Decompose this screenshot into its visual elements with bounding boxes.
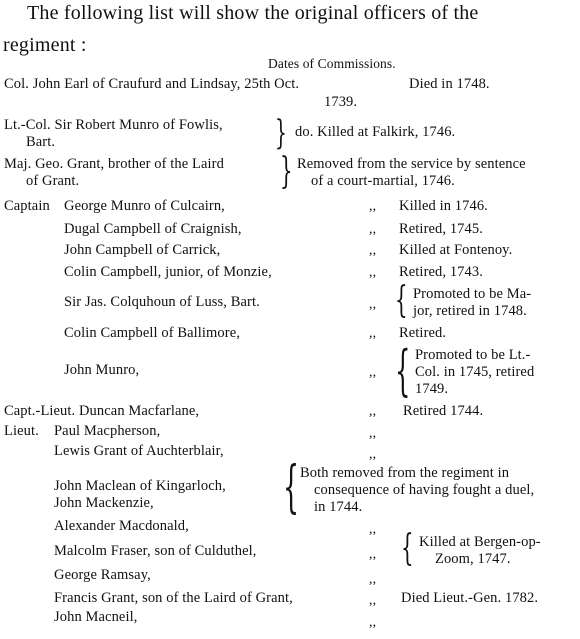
captain-6-name: Colin Campbell of Ballimore, xyxy=(64,325,240,341)
ditto-mark: ,, xyxy=(369,615,377,630)
ditto-mark: ,, xyxy=(369,326,377,341)
captain-5-status-line-1: Promoted to be Ma- xyxy=(413,286,532,302)
captain-3-name: John Campbell of Carrick, xyxy=(64,242,221,258)
colonel-status: Died in 1748. xyxy=(409,76,490,92)
lieut-8-status: Died Lieut.-Gen. 1782. xyxy=(401,590,539,606)
lieut-8-name: Francis Grant, son of the Laird of Grant, xyxy=(54,590,293,606)
captain-3-status: Killed at Fontenoy. xyxy=(399,242,513,258)
colonel-year: 1739. xyxy=(324,94,358,110)
captain-4-name: Colin Campbell, junior, of Monzie, xyxy=(64,264,272,280)
intro-line-2: regiment : xyxy=(3,34,87,56)
brace-lt-colonel: } xyxy=(275,113,287,153)
ditto-mark: ,, xyxy=(369,243,377,258)
ditto-mark: ,, xyxy=(369,426,377,441)
ditto-mark: ,, xyxy=(369,297,377,312)
captain-1-name: George Munro of Culcairn, xyxy=(64,198,225,214)
captain-7-status-line-1: Promoted to be Lt.- xyxy=(415,347,531,363)
lt-colonel-status: do. Killed at Falkirk, 1746. xyxy=(295,124,456,140)
lieut-1-name: Paul Macpherson, xyxy=(54,423,161,439)
lieut-7-name: George Ramsay, xyxy=(54,567,151,583)
lt-colonel-name-line-1: Lt.-Col. Sir Robert Munro of Fowlis, xyxy=(4,117,223,133)
capt-lieut-status: Retired 1744. xyxy=(403,403,484,419)
captain-7-status-line-2: Col. in 1745, retired xyxy=(415,364,535,380)
captain-4-status: Retired, 1743. xyxy=(399,264,483,280)
ditto-mark: ,, xyxy=(369,365,377,380)
major-name-line-2: of Grant. xyxy=(26,173,80,189)
duel-status-line-2: consequence of having fought a duel, xyxy=(314,482,535,498)
brace-duel: { xyxy=(283,455,300,520)
brace-major: } xyxy=(280,151,293,192)
intro-line-1: The following list will show the original officers of the xyxy=(27,2,479,24)
ditto-mark: ,, xyxy=(369,404,377,419)
captain-7-status-line-3: 1749. xyxy=(415,381,449,397)
brace-captain-5: { xyxy=(395,280,408,321)
brace-captain-7: { xyxy=(395,339,411,402)
colonel-name: Col. John Earl of Craufurd and Lindsay, 25th Oct. xyxy=(4,76,300,92)
ditto-mark: ,, xyxy=(369,572,377,587)
duel-status-line-1: Both removed from the regiment in xyxy=(300,465,510,481)
captain-2-name: Dugal Campbell of Craignish, xyxy=(64,221,242,237)
duel-status-line-3: in 1744. xyxy=(314,499,363,515)
captain-1-status: Killed in 1746. xyxy=(399,198,488,214)
major-status-line-2: of a court-martial, 1746. xyxy=(311,173,455,189)
lieut-6-status-line-1: Killed at Bergen-op- xyxy=(419,534,541,550)
captain-7-name: John Munro, xyxy=(64,362,140,378)
lieut-rank-label: Lieut. xyxy=(4,423,39,439)
lieut-4-name: John Mackenzie, xyxy=(54,495,154,511)
lieut-3-name: John Maclean of Kingarloch, xyxy=(54,478,226,494)
lieut-6-name: Malcolm Fraser, son of Culduthel, xyxy=(54,543,257,559)
lieut-5-name: Alexander Macdonald, xyxy=(54,518,189,534)
captain-5-name: Sir Jas. Colquhoun of Luss, Bart. xyxy=(64,294,260,310)
captain-rank-label: Captain xyxy=(4,198,50,214)
lt-colonel-name-line-2: Bart. xyxy=(26,134,56,150)
ditto-mark: ,, xyxy=(369,522,377,537)
ditto-mark: ,, xyxy=(369,447,377,462)
lieut-2-name: Lewis Grant of Auchterblair, xyxy=(54,443,224,459)
lieut-6-status-line-2: Zoom, 1747. xyxy=(435,551,511,567)
ditto-mark: ,, xyxy=(369,547,377,562)
dates-of-commissions-header: Dates of Commissions. xyxy=(268,56,396,71)
lieut-9-name: John Macneil, xyxy=(54,609,138,625)
ditto-mark: ,, xyxy=(369,199,377,214)
captain-6-status: Retired. xyxy=(399,325,447,341)
brace-lieut-6: { xyxy=(401,528,414,569)
major-status-line-1: Removed from the service by sentence xyxy=(297,156,526,172)
captain-5-status-line-2: jor, retired in 1748. xyxy=(413,303,527,319)
ditto-mark: ,, xyxy=(369,222,377,237)
ditto-mark: ,, xyxy=(369,593,377,608)
ditto-mark: ,, xyxy=(369,265,377,280)
major-name-line-1: Maj. Geo. Grant, brother of the Laird xyxy=(4,156,224,172)
capt-lieut-name: Capt.-Lieut. Duncan Macfarlane, xyxy=(4,403,200,419)
captain-2-status: Retired, 1745. xyxy=(399,221,483,237)
